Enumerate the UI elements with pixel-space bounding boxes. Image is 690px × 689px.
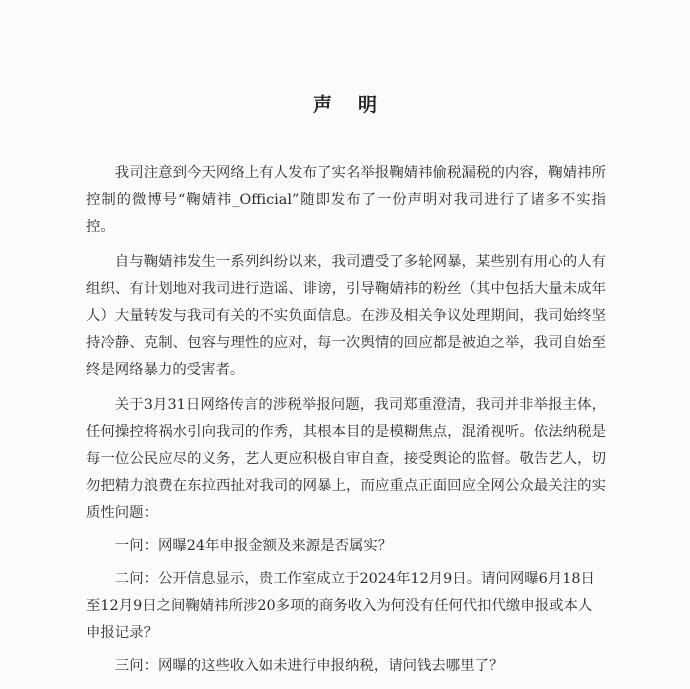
document-body — [86, 160, 606, 686]
question-1: 一问：网曝24年申报金额及来源是否属实？ — [114, 538, 393, 554]
question-3: 三问：网曝的这些收入如未进行申报纳税，请问钱去哪里了？ — [114, 658, 504, 674]
paragraph-1: 我司注意到今天网络上有人发布了实名举报鞠婧祎偷税漏税的内容，鞠婧祎所控制的微博号“鞠婧祎_Official”随即发布了一份声明对我司进行了诸多不实指控。 — [86, 165, 606, 235]
paragraph-2: 自与鞠婧祎发生一系列纠纷以来，我司遭受了多轮网暴，某些别有用心的人有组织、有计划地对我司进行造谣、诽谤，引导鞠婧祎的粉丝（其中包括大量未成年人）大量转发与我司有关的不实负面信息。在涉及相关争议处理期间，我司始终坚持冷静、克制、包容与理性的应对，每一次舆情的回应都是被迫之举，我司自始至终是网络暴力的受害者。 — [86, 254, 606, 378]
question-2: 二问：公开信息显示，贵工作室成立于2024年12月9日。请问网曝6月18日至12月9日之间鞠婧祎所涉20多项的商务收入为何没有任何代扣代缴申报或本人申报记录？ — [86, 571, 595, 641]
paragraph-3: 关于3月31日网络传言的涉税举报问题，我司郑重澄清，我司并非举报主体，任何操控将祸水引向我司的作秀，其根本目的是模糊焦点，混淆视听。依法纳税是每一位公民应尽的义务，艺人更应积极自审自查，接受舆论的监督。敬告艺人，切勿把精力浪费在东拉西扯对我司的网暴上，而应重点正面回应全网公众最关注的实质性问题： — [86, 397, 606, 521]
document-title: 声明 — [312, 94, 403, 116]
